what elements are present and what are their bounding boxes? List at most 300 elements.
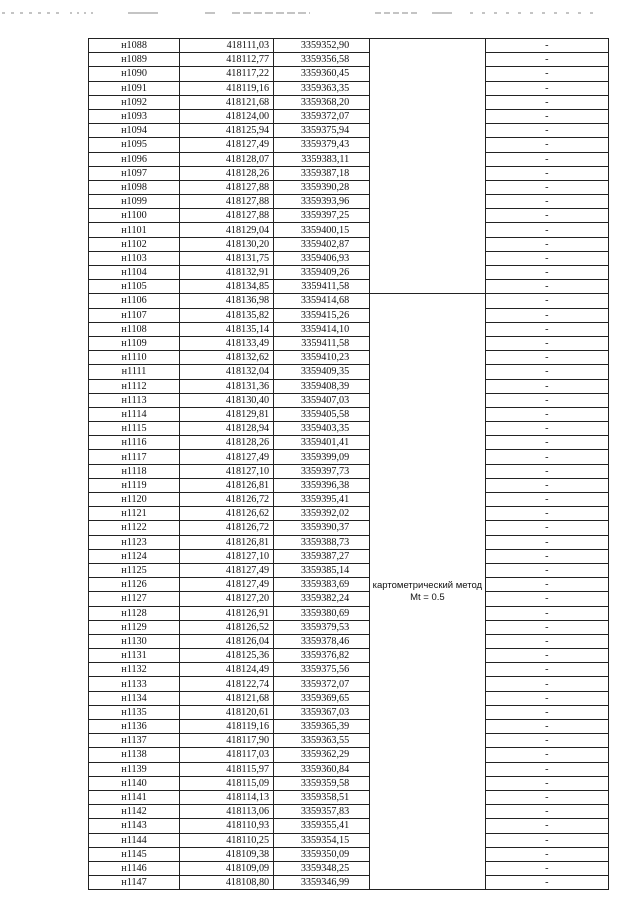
x-coordinate-cell: 418115,09 bbox=[180, 776, 274, 790]
x-coordinate-cell: 418117,22 bbox=[180, 67, 274, 81]
y-coordinate-cell: 3359352,90 bbox=[274, 39, 370, 53]
x-coordinate-cell: 418122,74 bbox=[180, 677, 274, 691]
table-row bbox=[89, 67, 609, 81]
x-coordinate-cell: 418117,03 bbox=[180, 748, 274, 762]
table-row bbox=[89, 322, 609, 336]
table-row bbox=[89, 549, 609, 563]
y-coordinate-cell: 3359407,03 bbox=[274, 393, 370, 407]
dash-cell: - bbox=[485, 251, 608, 265]
y-coordinate-cell: 3359400,15 bbox=[274, 223, 370, 237]
table-row bbox=[89, 762, 609, 776]
dash-cell: - bbox=[485, 521, 608, 535]
y-coordinate-cell: 3359363,55 bbox=[274, 734, 370, 748]
dash-cell: - bbox=[485, 762, 608, 776]
table-row bbox=[89, 138, 609, 152]
dash-cell: - bbox=[485, 507, 608, 521]
table-row bbox=[89, 379, 609, 393]
x-coordinate-cell: 418128,26 bbox=[180, 166, 274, 180]
table-row bbox=[89, 180, 609, 194]
y-coordinate-cell: 3359405,58 bbox=[274, 407, 370, 421]
point-id-cell: н1135 bbox=[89, 705, 180, 719]
dash-cell: - bbox=[485, 351, 608, 365]
table-row bbox=[89, 805, 609, 819]
y-coordinate-cell: 3359397,25 bbox=[274, 209, 370, 223]
table-row bbox=[89, 677, 609, 691]
dash-cell: - bbox=[485, 109, 608, 123]
method-cell-upper bbox=[370, 39, 485, 294]
dash-cell: - bbox=[485, 67, 608, 81]
y-coordinate-cell: 3359385,14 bbox=[274, 563, 370, 577]
y-coordinate-cell: 3359379,43 bbox=[274, 138, 370, 152]
point-id-cell: н1109 bbox=[89, 336, 180, 350]
table-row bbox=[89, 209, 609, 223]
y-coordinate-cell: 3359369,65 bbox=[274, 691, 370, 705]
point-id-cell: н1142 bbox=[89, 805, 180, 819]
x-coordinate-cell: 418133,49 bbox=[180, 336, 274, 350]
point-id-cell: н1128 bbox=[89, 606, 180, 620]
point-id-cell: н1115 bbox=[89, 422, 180, 436]
dash-cell: - bbox=[485, 280, 608, 294]
x-coordinate-cell: 418127,49 bbox=[180, 563, 274, 577]
y-coordinate-cell: 3359348,25 bbox=[274, 861, 370, 875]
point-id-cell: н1126 bbox=[89, 578, 180, 592]
point-id-cell: н1096 bbox=[89, 152, 180, 166]
x-coordinate-cell: 418129,04 bbox=[180, 223, 274, 237]
table-row bbox=[89, 521, 609, 535]
point-id-cell: н1099 bbox=[89, 195, 180, 209]
dash-cell: - bbox=[485, 39, 608, 53]
x-coordinate-cell: 418127,49 bbox=[180, 578, 274, 592]
x-coordinate-cell: 418136,98 bbox=[180, 294, 274, 308]
y-coordinate-cell: 3359402,87 bbox=[274, 237, 370, 251]
table-row bbox=[89, 124, 609, 138]
y-coordinate-cell: 3359354,15 bbox=[274, 833, 370, 847]
point-id-cell: н1130 bbox=[89, 634, 180, 648]
y-coordinate-cell: 3359375,94 bbox=[274, 124, 370, 138]
dash-cell: - bbox=[485, 124, 608, 138]
dash-cell: - bbox=[485, 209, 608, 223]
y-coordinate-cell: 3359376,82 bbox=[274, 649, 370, 663]
y-coordinate-cell: 3359392,02 bbox=[274, 507, 370, 521]
y-coordinate-cell: 3359382,24 bbox=[274, 592, 370, 606]
dash-cell: - bbox=[485, 393, 608, 407]
y-coordinate-cell: 3359403,35 bbox=[274, 422, 370, 436]
point-id-cell: н1101 bbox=[89, 223, 180, 237]
dash-cell: - bbox=[485, 847, 608, 861]
dash-cell: - bbox=[485, 748, 608, 762]
dash-cell: - bbox=[485, 180, 608, 194]
y-coordinate-cell: 3359379,53 bbox=[274, 620, 370, 634]
coordinates-table-body bbox=[89, 39, 609, 890]
x-coordinate-cell: 418119,16 bbox=[180, 720, 274, 734]
dash-cell: - bbox=[485, 634, 608, 648]
x-coordinate-cell: 418124,00 bbox=[180, 109, 274, 123]
x-coordinate-cell: 418131,75 bbox=[180, 251, 274, 265]
point-id-cell: н1103 bbox=[89, 251, 180, 265]
table-row bbox=[89, 592, 609, 606]
x-coordinate-cell: 418127,20 bbox=[180, 592, 274, 606]
point-id-cell: н1120 bbox=[89, 493, 180, 507]
y-coordinate-cell: 3359397,73 bbox=[274, 464, 370, 478]
table-row bbox=[89, 450, 609, 464]
point-id-cell: н1141 bbox=[89, 790, 180, 804]
dash-cell: - bbox=[485, 152, 608, 166]
dash-cell: - bbox=[485, 195, 608, 209]
point-id-cell: н1123 bbox=[89, 535, 180, 549]
point-id-cell: н1111 bbox=[89, 365, 180, 379]
dash-cell: - bbox=[485, 805, 608, 819]
x-coordinate-cell: 418132,62 bbox=[180, 351, 274, 365]
y-coordinate-cell: 3359411,58 bbox=[274, 336, 370, 350]
table-row bbox=[89, 393, 609, 407]
point-id-cell: н1132 bbox=[89, 663, 180, 677]
table-row bbox=[89, 351, 609, 365]
point-id-cell: н1110 bbox=[89, 351, 180, 365]
x-coordinate-cell: 418126,52 bbox=[180, 620, 274, 634]
dash-cell: - bbox=[485, 407, 608, 421]
table-row bbox=[89, 308, 609, 322]
table-row bbox=[89, 166, 609, 180]
point-id-cell: н1139 bbox=[89, 762, 180, 776]
table-row bbox=[89, 223, 609, 237]
x-coordinate-cell: 418125,36 bbox=[180, 649, 274, 663]
table-row bbox=[89, 436, 609, 450]
method-cell bbox=[370, 294, 485, 890]
point-id-cell: н1088 bbox=[89, 39, 180, 53]
dash-cell: - bbox=[485, 592, 608, 606]
y-coordinate-cell: 3359390,28 bbox=[274, 180, 370, 194]
x-coordinate-cell: 418108,80 bbox=[180, 876, 274, 890]
table-row bbox=[89, 53, 609, 67]
x-coordinate-cell: 418126,62 bbox=[180, 507, 274, 521]
y-coordinate-cell: 3359356,58 bbox=[274, 53, 370, 67]
dash-cell: - bbox=[485, 734, 608, 748]
x-coordinate-cell: 418135,14 bbox=[180, 322, 274, 336]
x-coordinate-cell: 418126,81 bbox=[180, 478, 274, 492]
point-id-cell: н1105 bbox=[89, 280, 180, 294]
x-coordinate-cell: 418126,72 bbox=[180, 521, 274, 535]
y-coordinate-cell: 3359355,41 bbox=[274, 819, 370, 833]
table-row bbox=[89, 294, 609, 308]
y-coordinate-cell: 3359383,69 bbox=[274, 578, 370, 592]
dash-cell: - bbox=[485, 549, 608, 563]
dash-cell: - bbox=[485, 720, 608, 734]
x-coordinate-cell: 418135,82 bbox=[180, 308, 274, 322]
point-id-cell: н1113 bbox=[89, 393, 180, 407]
y-coordinate-cell: 3359409,26 bbox=[274, 266, 370, 280]
point-id-cell: н1124 bbox=[89, 549, 180, 563]
dash-cell: - bbox=[485, 691, 608, 705]
y-coordinate-cell: 3359393,96 bbox=[274, 195, 370, 209]
x-coordinate-cell: 418121,68 bbox=[180, 95, 274, 109]
table-row bbox=[89, 152, 609, 166]
x-coordinate-cell: 418109,38 bbox=[180, 847, 274, 861]
y-coordinate-cell: 3359406,93 bbox=[274, 251, 370, 265]
dash-cell: - bbox=[485, 535, 608, 549]
point-id-cell: н1116 bbox=[89, 436, 180, 450]
point-id-cell: н1121 bbox=[89, 507, 180, 521]
point-id-cell: н1112 bbox=[89, 379, 180, 393]
point-id-cell: н1131 bbox=[89, 649, 180, 663]
point-id-cell: н1100 bbox=[89, 209, 180, 223]
table-row bbox=[89, 819, 609, 833]
point-id-cell: н1104 bbox=[89, 266, 180, 280]
dash-cell: - bbox=[485, 322, 608, 336]
x-coordinate-cell: 418128,94 bbox=[180, 422, 274, 436]
x-coordinate-cell: 418121,68 bbox=[180, 691, 274, 705]
y-coordinate-cell: 3359367,03 bbox=[274, 705, 370, 719]
dash-cell: - bbox=[485, 308, 608, 322]
table-row bbox=[89, 734, 609, 748]
dash-cell: - bbox=[485, 365, 608, 379]
table-row bbox=[89, 109, 609, 123]
dash-cell: - bbox=[485, 563, 608, 577]
table-row bbox=[89, 876, 609, 890]
y-coordinate-cell: 3359363,35 bbox=[274, 81, 370, 95]
y-coordinate-cell: 3359387,18 bbox=[274, 166, 370, 180]
y-coordinate-cell: 3359359,58 bbox=[274, 776, 370, 790]
x-coordinate-cell: 418115,97 bbox=[180, 762, 274, 776]
point-id-cell: н1095 bbox=[89, 138, 180, 152]
x-coordinate-cell: 418117,90 bbox=[180, 734, 274, 748]
table-row bbox=[89, 535, 609, 549]
x-coordinate-cell: 418132,04 bbox=[180, 365, 274, 379]
point-id-cell: н1122 bbox=[89, 521, 180, 535]
x-coordinate-cell: 418112,77 bbox=[180, 53, 274, 67]
y-coordinate-cell: 3359360,84 bbox=[274, 762, 370, 776]
x-coordinate-cell: 418127,10 bbox=[180, 464, 274, 478]
x-coordinate-cell: 418127,49 bbox=[180, 450, 274, 464]
table-row bbox=[89, 493, 609, 507]
dash-cell: - bbox=[485, 464, 608, 478]
x-coordinate-cell: 418124,49 bbox=[180, 663, 274, 677]
point-id-cell: н1137 bbox=[89, 734, 180, 748]
y-coordinate-cell: 3359387,27 bbox=[274, 549, 370, 563]
y-coordinate-cell: 3359358,51 bbox=[274, 790, 370, 804]
x-coordinate-cell: 418127,88 bbox=[180, 180, 274, 194]
point-id-cell: н1097 bbox=[89, 166, 180, 180]
x-coordinate-cell: 418131,36 bbox=[180, 379, 274, 393]
point-id-cell: н1089 bbox=[89, 53, 180, 67]
dash-cell: - bbox=[485, 223, 608, 237]
point-id-cell: н1127 bbox=[89, 592, 180, 606]
dash-cell: - bbox=[485, 620, 608, 634]
y-coordinate-cell: 3359411,58 bbox=[274, 280, 370, 294]
coordinates-table bbox=[88, 38, 609, 890]
y-coordinate-cell: 3359372,07 bbox=[274, 677, 370, 691]
x-coordinate-cell: 418109,09 bbox=[180, 861, 274, 875]
dash-cell: - bbox=[485, 833, 608, 847]
point-id-cell: н1091 bbox=[89, 81, 180, 95]
y-coordinate-cell: 3359357,83 bbox=[274, 805, 370, 819]
x-coordinate-cell: 418110,93 bbox=[180, 819, 274, 833]
x-coordinate-cell: 418111,03 bbox=[180, 39, 274, 53]
y-coordinate-cell: 3359360,45 bbox=[274, 67, 370, 81]
dash-cell: - bbox=[485, 663, 608, 677]
table-row bbox=[89, 563, 609, 577]
x-coordinate-cell: 418126,04 bbox=[180, 634, 274, 648]
point-id-cell: н1094 bbox=[89, 124, 180, 138]
x-coordinate-cell: 418130,40 bbox=[180, 393, 274, 407]
dash-cell: - bbox=[485, 166, 608, 180]
x-coordinate-cell: 418132,91 bbox=[180, 266, 274, 280]
point-id-cell: н1098 bbox=[89, 180, 180, 194]
dash-cell: - bbox=[485, 790, 608, 804]
table-row bbox=[89, 748, 609, 762]
y-coordinate-cell: 3359414,10 bbox=[274, 322, 370, 336]
x-coordinate-cell: 418114,13 bbox=[180, 790, 274, 804]
table-row bbox=[89, 705, 609, 719]
table-row bbox=[89, 478, 609, 492]
table-row bbox=[89, 336, 609, 350]
y-coordinate-cell: 3359372,07 bbox=[274, 109, 370, 123]
point-id-cell: н1143 bbox=[89, 819, 180, 833]
point-id-cell: н1117 bbox=[89, 450, 180, 464]
dash-cell: - bbox=[485, 677, 608, 691]
x-coordinate-cell: 418126,91 bbox=[180, 606, 274, 620]
dash-cell: - bbox=[485, 819, 608, 833]
table-row bbox=[89, 266, 609, 280]
y-coordinate-cell: 3359414,68 bbox=[274, 294, 370, 308]
y-coordinate-cell: 3359401,41 bbox=[274, 436, 370, 450]
y-coordinate-cell: 3359410,23 bbox=[274, 351, 370, 365]
y-coordinate-cell: 3359408,39 bbox=[274, 379, 370, 393]
table-row bbox=[89, 39, 609, 53]
table-row bbox=[89, 861, 609, 875]
table-row bbox=[89, 847, 609, 861]
x-coordinate-cell: 418127,49 bbox=[180, 138, 274, 152]
dash-cell: - bbox=[485, 138, 608, 152]
x-coordinate-cell: 418128,07 bbox=[180, 152, 274, 166]
y-coordinate-cell: 3359409,35 bbox=[274, 365, 370, 379]
dash-cell: - bbox=[485, 237, 608, 251]
y-coordinate-cell: 3359365,39 bbox=[274, 720, 370, 734]
scan-artifact-line bbox=[0, 10, 640, 16]
y-coordinate-cell: 3359390,37 bbox=[274, 521, 370, 535]
point-id-cell: н1146 bbox=[89, 861, 180, 875]
table-row bbox=[89, 280, 609, 294]
point-id-cell: н1136 bbox=[89, 720, 180, 734]
dash-cell: - bbox=[485, 649, 608, 663]
table-row bbox=[89, 365, 609, 379]
table-row bbox=[89, 790, 609, 804]
x-coordinate-cell: 418110,25 bbox=[180, 833, 274, 847]
point-id-cell: н1138 bbox=[89, 748, 180, 762]
y-coordinate-cell: 3359388,73 bbox=[274, 535, 370, 549]
table-row bbox=[89, 720, 609, 734]
point-id-cell: н1093 bbox=[89, 109, 180, 123]
table-row bbox=[89, 195, 609, 209]
y-coordinate-cell: 3359415,26 bbox=[274, 308, 370, 322]
point-id-cell: н1108 bbox=[89, 322, 180, 336]
table-row bbox=[89, 578, 609, 592]
y-coordinate-cell: 3359383,11 bbox=[274, 152, 370, 166]
dash-cell: - bbox=[485, 578, 608, 592]
table-row bbox=[89, 634, 609, 648]
x-coordinate-cell: 418127,88 bbox=[180, 209, 274, 223]
y-coordinate-cell: 3359346,99 bbox=[274, 876, 370, 890]
point-id-cell: н1118 bbox=[89, 464, 180, 478]
point-id-cell: н1147 bbox=[89, 876, 180, 890]
dash-cell: - bbox=[485, 422, 608, 436]
y-coordinate-cell: 3359395,41 bbox=[274, 493, 370, 507]
x-coordinate-cell: 418125,94 bbox=[180, 124, 274, 138]
x-coordinate-cell: 418129,81 bbox=[180, 407, 274, 421]
dash-cell: - bbox=[485, 81, 608, 95]
y-coordinate-cell: 3359378,46 bbox=[274, 634, 370, 648]
point-id-cell: н1144 bbox=[89, 833, 180, 847]
table-row bbox=[89, 776, 609, 790]
point-id-cell: н1145 bbox=[89, 847, 180, 861]
dash-cell: - bbox=[485, 379, 608, 393]
dash-cell: - bbox=[485, 450, 608, 464]
table-row bbox=[89, 422, 609, 436]
dash-cell: - bbox=[485, 705, 608, 719]
table-row bbox=[89, 833, 609, 847]
table-row bbox=[89, 507, 609, 521]
dash-cell: - bbox=[485, 294, 608, 308]
point-id-cell: н1133 bbox=[89, 677, 180, 691]
dash-cell: - bbox=[485, 53, 608, 67]
method-label: картометрический метод Mt = 0.5 bbox=[372, 579, 483, 603]
dash-cell: - bbox=[485, 266, 608, 280]
point-id-cell: н1106 bbox=[89, 294, 180, 308]
dash-cell: - bbox=[485, 606, 608, 620]
point-id-cell: н1102 bbox=[89, 237, 180, 251]
table-row bbox=[89, 691, 609, 705]
dash-cell: - bbox=[485, 876, 608, 890]
point-id-cell: н1129 bbox=[89, 620, 180, 634]
point-id-cell: н1107 bbox=[89, 308, 180, 322]
y-coordinate-cell: 3359368,20 bbox=[274, 95, 370, 109]
dash-cell: - bbox=[485, 493, 608, 507]
x-coordinate-cell: 418127,88 bbox=[180, 195, 274, 209]
y-coordinate-cell: 3359399,09 bbox=[274, 450, 370, 464]
point-id-cell: н1134 bbox=[89, 691, 180, 705]
y-coordinate-cell: 3359350,09 bbox=[274, 847, 370, 861]
dash-cell: - bbox=[485, 478, 608, 492]
x-coordinate-cell: 418126,72 bbox=[180, 493, 274, 507]
table-row bbox=[89, 606, 609, 620]
point-id-cell: н1140 bbox=[89, 776, 180, 790]
table-row bbox=[89, 464, 609, 478]
point-id-cell: н1092 bbox=[89, 95, 180, 109]
x-coordinate-cell: 418127,10 bbox=[180, 549, 274, 563]
x-coordinate-cell: 418126,81 bbox=[180, 535, 274, 549]
x-coordinate-cell: 418113,06 bbox=[180, 805, 274, 819]
x-coordinate-cell: 418120,61 bbox=[180, 705, 274, 719]
point-id-cell: н1119 bbox=[89, 478, 180, 492]
dash-cell: - bbox=[485, 336, 608, 350]
y-coordinate-cell: 3359375,56 bbox=[274, 663, 370, 677]
point-id-cell: н1090 bbox=[89, 67, 180, 81]
x-coordinate-cell: 418128,26 bbox=[180, 436, 274, 450]
y-coordinate-cell: 3359380,69 bbox=[274, 606, 370, 620]
dash-cell: - bbox=[485, 861, 608, 875]
dash-cell: - bbox=[485, 95, 608, 109]
point-id-cell: н1114 bbox=[89, 407, 180, 421]
table-row bbox=[89, 649, 609, 663]
dash-cell: - bbox=[485, 776, 608, 790]
table-row bbox=[89, 237, 609, 251]
y-coordinate-cell: 3359396,38 bbox=[274, 478, 370, 492]
table-row bbox=[89, 251, 609, 265]
dash-cell: - bbox=[485, 436, 608, 450]
y-coordinate-cell: 3359362,29 bbox=[274, 748, 370, 762]
x-coordinate-cell: 418119,16 bbox=[180, 81, 274, 95]
table-row bbox=[89, 81, 609, 95]
table-row bbox=[89, 407, 609, 421]
